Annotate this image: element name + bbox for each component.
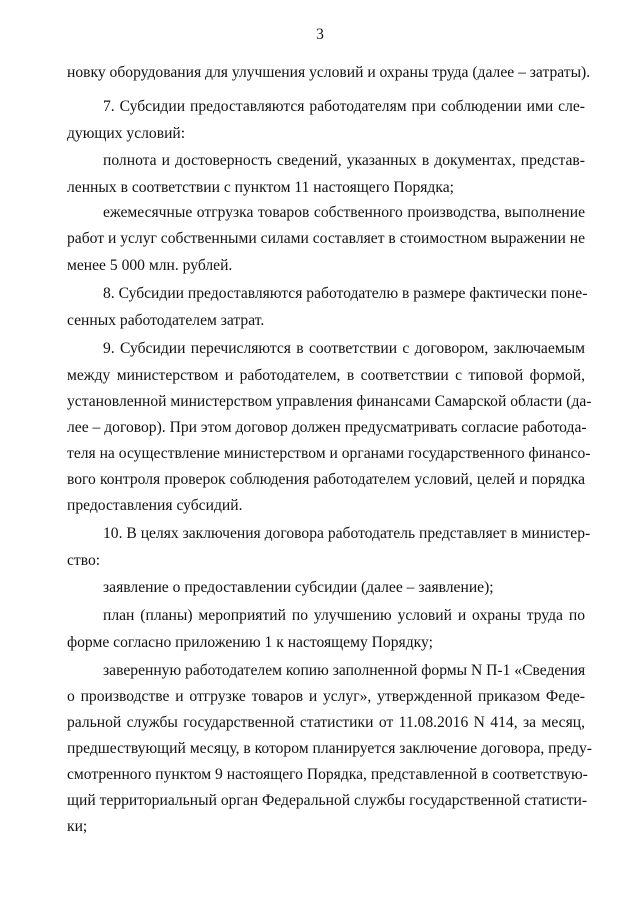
text-line: о производстве и отгрузке товаров и услуг», утвержденной приказом Феде- bbox=[67, 688, 585, 705]
text-line: ство: bbox=[67, 552, 101, 569]
text-line: менее 5 000 млн. рублей. bbox=[67, 257, 233, 274]
text-line: полнота и достоверность сведений, указанных в документах, представ- bbox=[103, 152, 585, 169]
text-line: вого контроля проверок соблюдения работодателем условий, целей и порядка bbox=[67, 471, 585, 488]
text-line: ки; bbox=[67, 818, 88, 835]
page-number: 3 bbox=[316, 26, 324, 43]
text-line: сенных работодателем затрат. bbox=[67, 312, 265, 329]
text-line: предшествующий месяцу, в котором планируется заключение договора, преду- bbox=[67, 740, 592, 757]
text-line: 10. В целях заключения договора работодатель представляет в министер- bbox=[103, 525, 591, 542]
text-line: форме согласно приложению 1 к настоящему Порядку; bbox=[67, 634, 433, 651]
text-line: щий территориальный орган Федеральной службы государственной статисти- bbox=[67, 792, 588, 809]
text-line: новку оборудования для улучшения условий и охраны труда (далее – затраты). bbox=[67, 64, 591, 81]
text-line: ленных в соответствии с пунктом 11 настоящего Порядка; bbox=[67, 179, 454, 196]
text-line: дующих условий: bbox=[67, 125, 186, 142]
text-line: работ и услуг собственными силами составляет в стоимостном выражении не bbox=[67, 230, 586, 247]
text-line: 7. Субсидии предоставляются работодателям при соблюдении ими сле- bbox=[103, 98, 585, 115]
text-line: план (планы) мероприятий по улучшению условий и охраны труда по bbox=[103, 607, 585, 624]
text-line: смотренного пунктом 9 настоящего Порядка, представленной в соответствую- bbox=[67, 766, 588, 783]
text-line: 8. Субсидии предоставляются работодателю в размере фактически понe- bbox=[103, 285, 588, 302]
text-line: 9. Субсидии перечисляются в соответствии с договором, заключаемым bbox=[103, 340, 585, 357]
text-line: заверенную работодателем копию заполненной формы N П-1 «Сведения bbox=[103, 662, 586, 679]
text-line: теля на осуществление министерством и органами государственного финансо- bbox=[67, 445, 591, 462]
text-line: между министерством и работодателем, в соответствии с типовой формой, bbox=[67, 367, 585, 384]
text-line: лее – договор). При этом договор должен предусматривать согласие работода- bbox=[67, 419, 587, 436]
text-line: предоставления субсидий. bbox=[67, 497, 243, 514]
text-line: ежемесячные отгрузка товаров собственного производства, выполнение bbox=[103, 204, 585, 221]
text-line: установленной министерством управления финансами Самарской области (да- bbox=[67, 393, 592, 410]
text-line: заявление о предоставлении субсидии (далее – заявление); bbox=[103, 579, 494, 596]
text-line: ральной службы государственной статистики от 11.08.2016 N 414, за месяц, bbox=[67, 714, 585, 731]
